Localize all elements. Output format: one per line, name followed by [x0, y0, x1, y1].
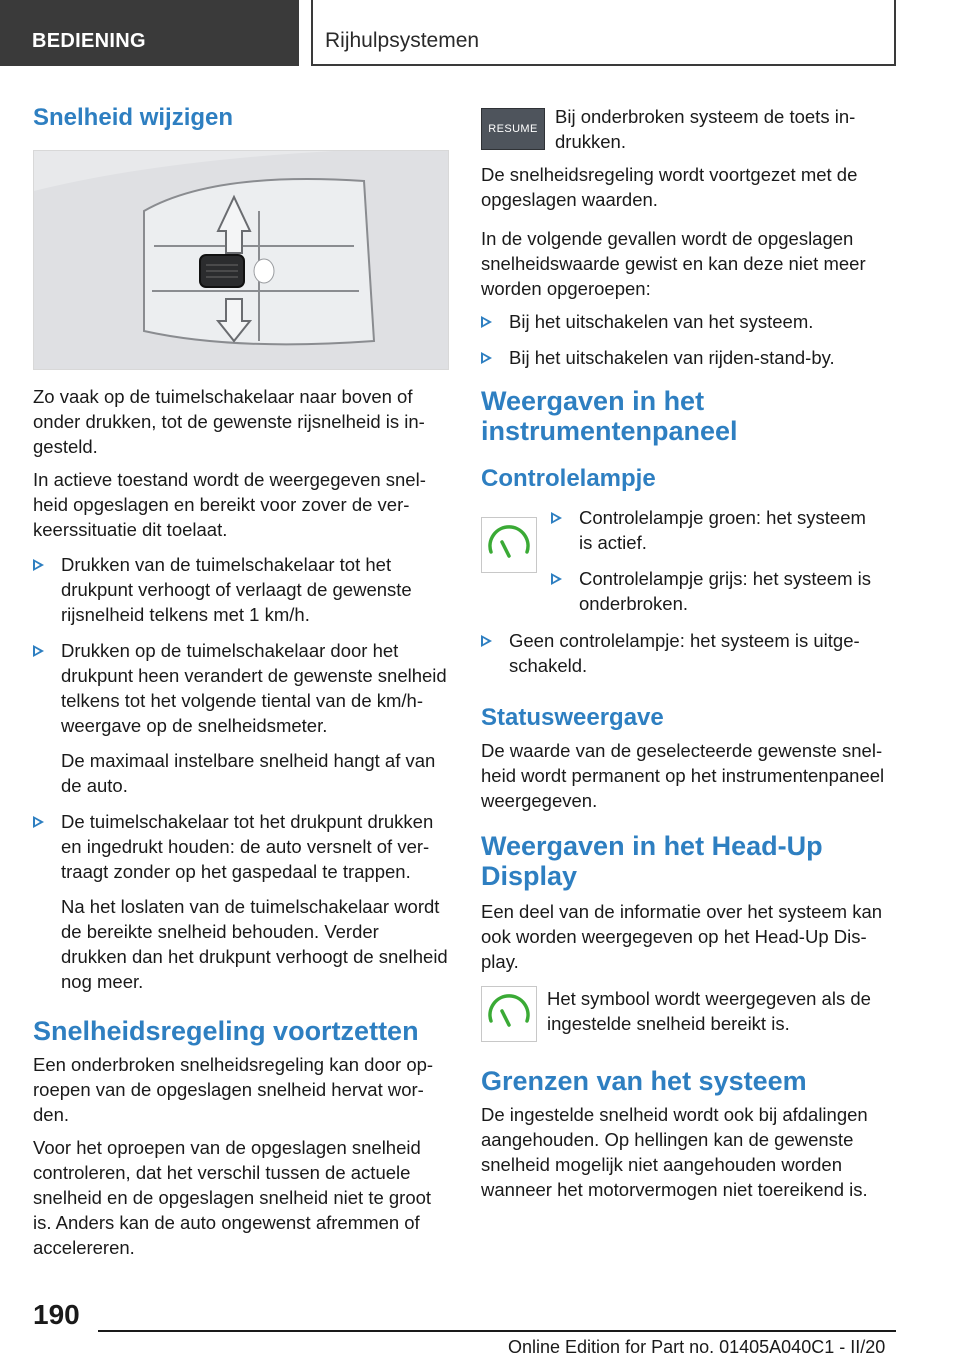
list-item — [33, 552, 449, 627]
list-item — [33, 809, 449, 994]
footer-edition: Online Edition for Part no. 01405A040C1 - II/20 — [508, 1337, 886, 1357]
bullet-triangle-icon — [551, 512, 562, 524]
bullet-text: Bij het uitschakelen van rijden-stand-by. — [509, 347, 835, 368]
bullet-text: Bij het uitschakelen van het systeem. — [509, 311, 814, 332]
indicator-lamp-block — [481, 505, 896, 616]
list-item — [551, 505, 881, 555]
bullet-triangle-icon — [33, 645, 44, 657]
bullet-subtext: De maximaal instelbare snelheid hangt af van de auto. — [61, 750, 436, 796]
speedometer-hud-icon — [481, 986, 537, 1042]
steering-wheel-switch-illustration — [33, 150, 449, 370]
bullet-text: Controlelampje grijs: het systeem is onderbroken. — [579, 568, 871, 614]
paragraph-continue: De snelheidsregeling wordt voortgezet met de opgeslagen waarden. — [481, 164, 858, 210]
paragraph-hud: Een deel van de informatie over het systeem kan ook worden weergegeven op het Head-Up Display. — [481, 901, 883, 972]
left-column — [33, 98, 449, 1260]
hud-symbol-block — [481, 986, 896, 1042]
bullet-triangle-icon — [481, 352, 492, 364]
heading-change-speed: Snelheid wijzigen — [33, 104, 234, 131]
header-section-label: BEDIENING — [32, 30, 146, 52]
bullet-triangle-icon — [551, 573, 562, 585]
header-chapter-tab — [311, 0, 896, 66]
bullet-subtext: Na het loslaten van de tuimelschakelaar wordt de bereikte snelheid behouden. Verder drukken dan het drukpunt verhoogt de snelheid nog meer. — [61, 896, 448, 992]
paragraph-press-rocker: Zo vaak op de tuimelschakelaar naar boven of onder drukken, tot de gewenste rijsnelheid is ingesteld. — [33, 386, 425, 457]
bullet-triangle-icon — [33, 559, 44, 571]
bullet-triangle-icon — [33, 816, 44, 828]
list-item — [481, 309, 896, 334]
paragraph-status: De waarde van de geselecteerde gewenste snelheid wordt permanent op het instrumentenpaneel weergegeven. — [481, 740, 885, 811]
speedometer-green-icon — [481, 517, 537, 573]
heading-hud: Weergaven in het Head-Up Display — [481, 831, 823, 891]
paragraph-check-difference: Voor het oproepen van de opgeslagen snelheid controleren, dat het verschil tussen de actuele snelheid en de opgeslagen snelheid niet te groot is. Anders kan de auto ongewenst afremmen of accelereren. — [33, 1137, 432, 1258]
bullet-text: Controlelampje groen: het systeem is actief. — [579, 507, 866, 553]
hud-symbol-text: Het symbool wordt weergegeven als de ingestelde snelheid bereikt is. — [547, 988, 871, 1034]
heading-instrument-display: Weergaven in het instrumentenpaneel — [481, 386, 738, 446]
list-item — [481, 628, 896, 678]
paragraph-resume: Een onderbroken snelheidsregeling kan door oproepen van de opgeslagen snelheid hervat worden. — [33, 1054, 434, 1125]
header-section-tab — [0, 0, 299, 66]
bullet-triangle-icon — [481, 316, 492, 328]
resume-instruction — [481, 98, 896, 154]
list-item — [551, 566, 881, 616]
bullet-text: Geen controlelampje: het systeem is uitgeschakeld. — [509, 630, 860, 676]
bullet-text: Drukken op de tuimelschakelaar door het drukpunt heen verandert de gewenste snelheid telkens tot het volgende tiental van de km/h-weergave op de snelheidsmeter. — [61, 640, 447, 736]
resume-button-label: RESUME — [488, 123, 538, 135]
indicator-lamp-list — [551, 505, 881, 616]
header-chapter-label: Rijhulpsystemen — [325, 29, 480, 52]
bullet-triangle-icon — [481, 635, 492, 647]
heading-indicator-lamp: Controlelampje — [481, 465, 656, 492]
page-number: 190 — [33, 1299, 80, 1330]
paragraph-limits: De ingestelde snelheid wordt ook bij afdalingen aangehouden. Op hellingen kan de gewenste snelheid mogelijk niet aangehouden worden wanneer het motorvermogen niet toereikend is. — [481, 1104, 868, 1200]
heading-system-limits: Grenzen van het systeem — [481, 1066, 807, 1096]
bullet-text: Drukken van de tuimelschakelaar tot het drukpunt verhoogt of verlaagt de gewenste rijsnelheid telkens met 1 km/h. — [61, 554, 412, 625]
list-item — [481, 345, 896, 370]
cleared-cases-list — [481, 309, 896, 370]
paragraph-active-state: In actieve toestand wordt de weergegeven snelheid opgeslagen en bereikt voor zover de verkeerssituatie dit toelaat. — [33, 469, 426, 540]
heading-status-display: Statusweergave — [481, 704, 664, 731]
no-lamp-list — [481, 628, 896, 678]
bullet-text: De tuimelschakelaar tot het drukpunt drukken en ingedrukt houden: de auto versnelt of vertraagt zonder op het gaspedaal te trappen. — [61, 811, 434, 882]
footer-rule — [98, 1330, 896, 1332]
heading-resume-cruise: Snelheidsregeling voortzetten — [33, 1016, 419, 1046]
rocker-switch-drawing — [34, 151, 449, 370]
paragraph-cleared-cases: In de volgende gevallen wordt de opgeslagen snelheidswaarde gewist en kan deze niet meer worden opgeroepen: — [481, 228, 866, 299]
resume-button-icon — [481, 108, 545, 150]
rocker-bullet-list — [33, 552, 449, 994]
list-item — [33, 638, 449, 798]
resume-text: Bij onderbroken systeem de toets indrukken. — [555, 106, 856, 152]
right-column — [481, 98, 896, 1202]
